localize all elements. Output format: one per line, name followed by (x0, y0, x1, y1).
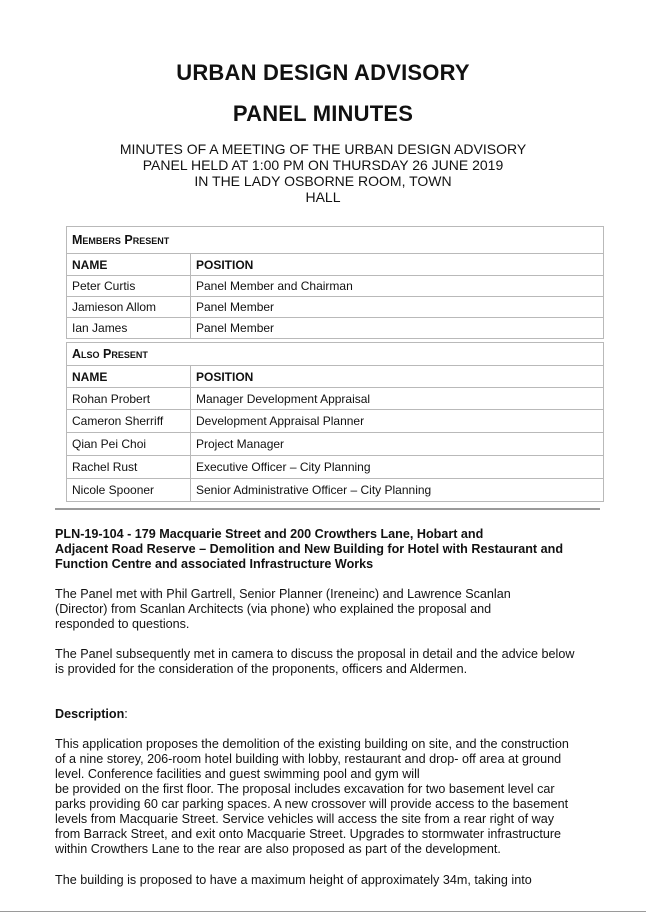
members-present-table (66, 226, 604, 339)
table-row (67, 456, 604, 479)
column-header-position: POSITION (191, 254, 604, 276)
subtitle-line: IN THE LADY OSBORNE ROOM, TOWN (194, 173, 452, 189)
paragraph-line: within Crowthers Lane to the rear are also proposed as part of the development. (55, 842, 501, 856)
meeting-subtitle (0, 141, 646, 205)
table-header-row (67, 366, 604, 388)
attendee-name: Qian Pei Choi (67, 433, 191, 456)
paragraph-line: The Panel subsequently met in camera to discuss the proposal in detail and the advice below (55, 647, 575, 661)
subtitle-line: HALL (305, 189, 341, 205)
paragraph-line: levels from Macquarie Street. Service vehicles will access the site from a rear right of way (55, 812, 555, 826)
paragraph-line: be provided on the first floor. The proposal includes excavation for two basement level car (55, 782, 555, 796)
section-divider (55, 508, 600, 510)
column-header-name: NAME (67, 366, 191, 388)
table-row (67, 388, 604, 410)
table-row (67, 410, 604, 433)
attendee-name: Rachel Rust (67, 456, 191, 479)
table-row (67, 297, 604, 318)
attendee-name: Nicole Spooner (67, 479, 191, 502)
heading-line: Function Centre and associated Infrastructure Works (55, 557, 374, 571)
member-name: Ian James (67, 318, 191, 339)
member-name: Peter Curtis (67, 276, 191, 297)
member-position: Panel Member (191, 318, 604, 339)
attendee-position: Senior Administrative Officer – City Planning (191, 479, 604, 502)
paragraph-line: is provided for the consideration of the proponents, officers and Aldermen. (55, 662, 468, 676)
paragraph-meeting-attendees (55, 587, 615, 632)
description-label-text: Description (55, 707, 125, 721)
column-header-name: NAME (67, 254, 191, 276)
attendee-name: Cameron Sherriff (67, 410, 191, 433)
subtitle-line: MINUTES OF A MEETING OF THE URBAN DESIGN ADVISORY (119, 141, 527, 157)
table-header-row (67, 254, 604, 276)
paragraph-line: This application proposes the demolition of the existing building on site, and the construction (55, 737, 569, 751)
paragraph-line: (Director) from Scanlan Architects (via phone) who explained the proposal and (55, 602, 492, 616)
member-position: Panel Member and Chairman (191, 276, 604, 297)
paragraph-description (55, 737, 615, 857)
paragraph-line: from Barrack Street, and exit onto Macquarie Street. Upgrades to stormwater infrastructure (55, 827, 562, 841)
members-present-heading-row (67, 227, 604, 254)
paragraph-line: The building is proposed to have a maximum height of approximately 34m, taking into (55, 873, 532, 887)
document-title-line-2: PANEL MINUTES (232, 101, 414, 126)
attendee-position: Manager Development Appraisal (191, 388, 604, 410)
table-row (67, 479, 604, 502)
paragraph-line: of a nine storey, 206-room hotel building with lobby, restaurant and drop- off area at ground (55, 752, 562, 766)
attendee-position: Executive Officer – City Planning (191, 456, 604, 479)
paragraph-line: parks providing 60 car parking spaces. A new crossover will provide access to the basement (55, 797, 569, 811)
also-present-table (66, 342, 604, 502)
table-row (67, 318, 604, 339)
column-header-position: POSITION (191, 366, 604, 388)
also-present-heading: Also Present (67, 343, 604, 366)
attendee-position: Development Appraisal Planner (191, 410, 604, 433)
member-position: Panel Member (191, 297, 604, 318)
attendee-position: Project Manager (191, 433, 604, 456)
attendee-name: Rohan Probert (67, 388, 191, 410)
also-present-heading-row (67, 343, 604, 366)
subtitle-line: PANEL HELD AT 1:00 PM ON THURSDAY 26 JUNE 2019 (142, 157, 504, 173)
heading-line: PLN-19-104 - 179 Macquarie Street and 200 Crowthers Lane, Hobart and (55, 527, 484, 541)
paragraph-building-height (55, 873, 615, 888)
description-label-colon: : (124, 707, 128, 721)
page-bottom-edge (0, 911, 646, 912)
agenda-item-heading (55, 527, 615, 572)
table-row (67, 433, 604, 456)
member-name: Jamieson Allom (67, 297, 191, 318)
table-row (67, 276, 604, 297)
paragraph-in-camera (55, 647, 615, 677)
paragraph-line: The Panel met with Phil Gartrell, Senior Planner (Ireneinc) and Lawrence Scanlan (55, 587, 511, 601)
heading-line: Adjacent Road Reserve – Demolition and New Building for Hotel with Restaurant and (55, 542, 564, 556)
paragraph-line: responded to questions. (55, 617, 190, 631)
members-present-heading: Members Present (67, 227, 604, 254)
description-label (55, 707, 615, 722)
document-title-line-1: URBAN DESIGN ADVISORY (176, 60, 470, 85)
paragraph-line: level. Conference facilities and guest swimming pool and gym will (55, 767, 420, 781)
